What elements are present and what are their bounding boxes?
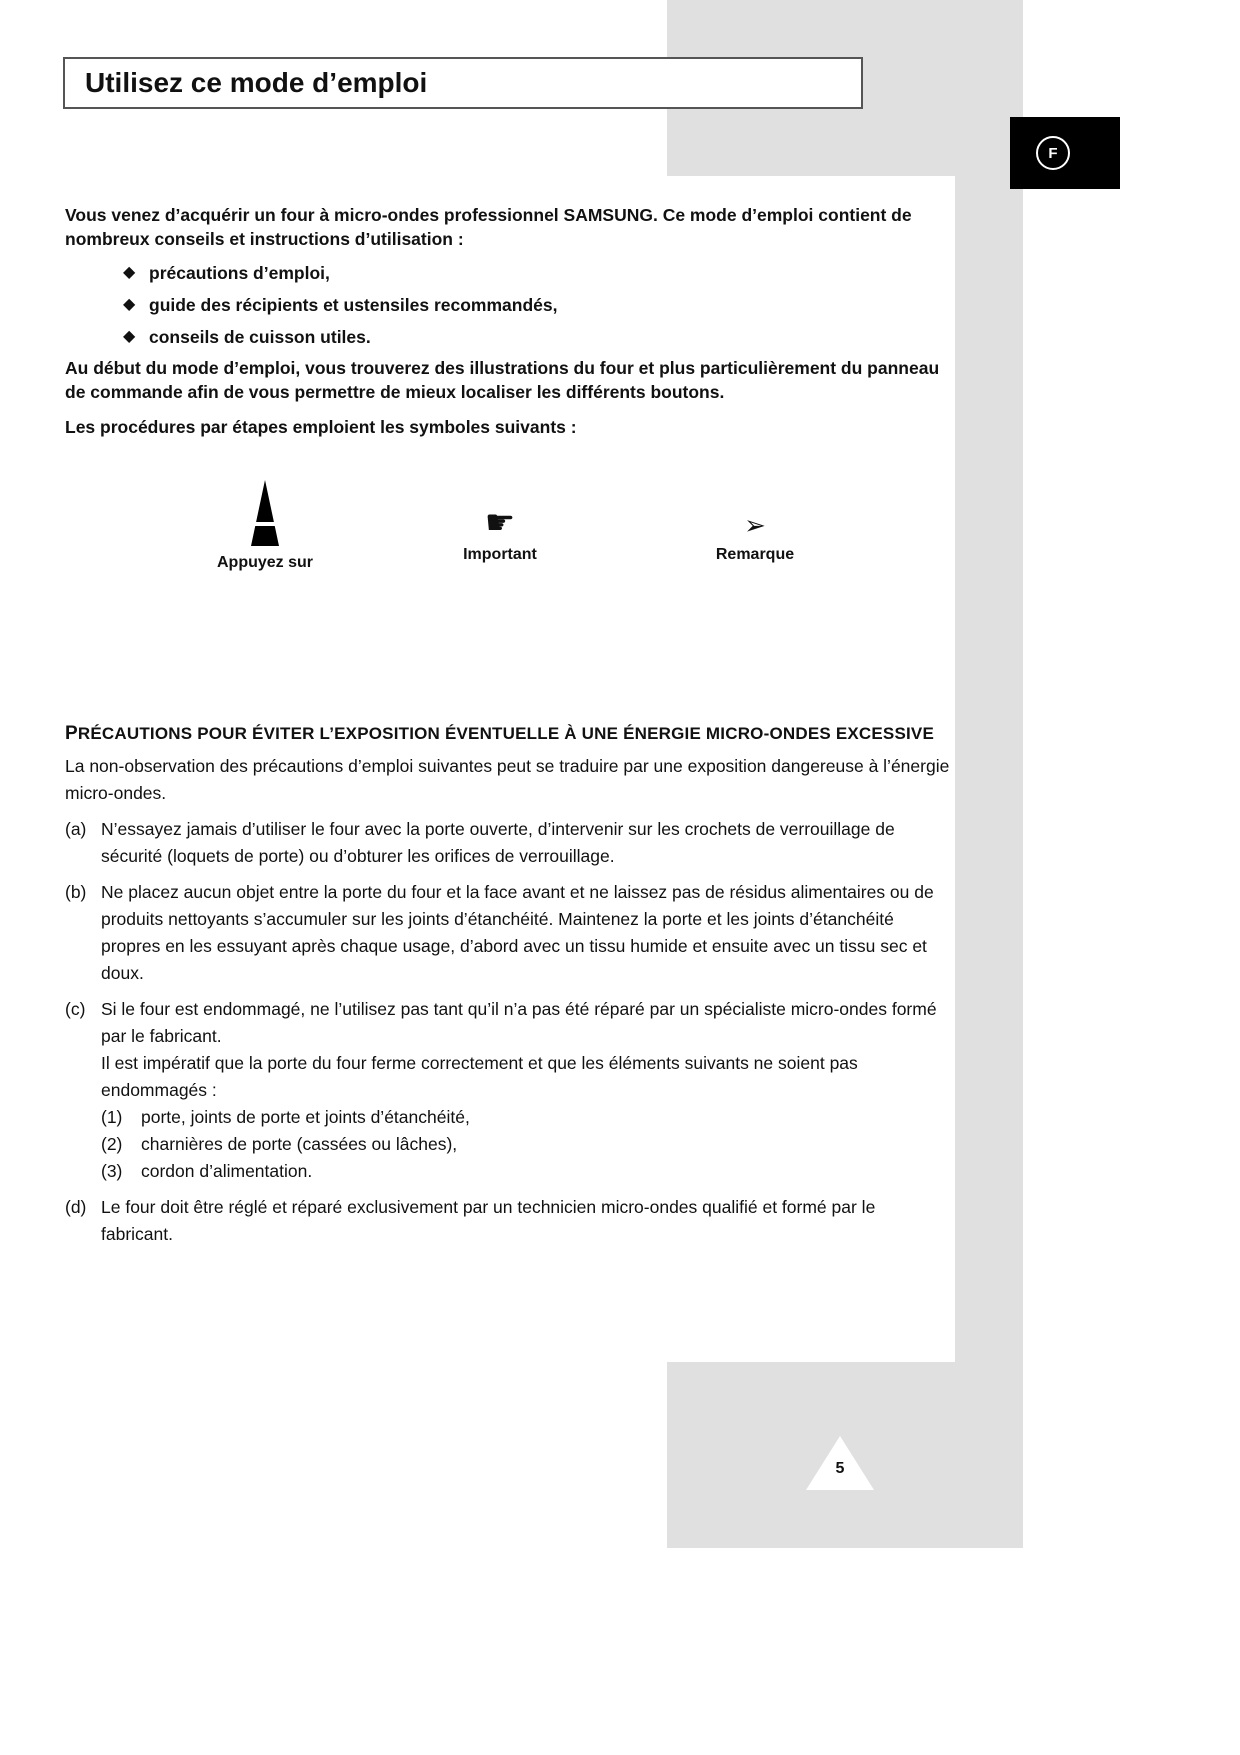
list-item: (c) Si le four est endommagé, ne l’utilisez pas tant qu’il n’a pas été réparé par un spécialiste micro-ondes formé par le fabricant. Il est impératif que la porte du four ferme correctement et que les éléments suivants ne soient pas endommagés : (1) porte, joints de porte et joints d’étanchéité, (2) charnières de porte (cassées ou lâches), (3) cordon d’alimentation. [65, 996, 950, 1185]
page-title-box [63, 57, 863, 109]
symbol-important-label: Important [463, 546, 537, 563]
symbol-note-label: Remarque [715, 546, 795, 563]
item-marker: (a) [65, 819, 87, 839]
list-item: (a) N’essayez jamais d’utiliser le four avec la porte ouverte, d’intervenir sur les crochets de verrouillage de sécurité (loquets de porte) ou d’obturer les orifices de verrouillage. [65, 816, 950, 870]
list-item: ◆ guide des récipients et ustensiles recommandés, [123, 295, 558, 315]
sub-list-item: (1) porte, joints de porte et joints d’étanchéité, [101, 1107, 470, 1127]
sub-list-item: (2) charnières de porte (cassées ou lâches), [101, 1134, 458, 1154]
item-marker: (d) [65, 1197, 87, 1217]
page-title: Utilisez ce mode d’emploi [85, 67, 428, 98]
language-tab [1010, 117, 1120, 189]
precautions-section [65, 720, 950, 1257]
illustrations-paragraph: Au début du mode d’emploi, vous trouverez des illustrations du four et plus particulièrement du panneau de commande afin de vous permettre de mieux localiser les différents boutons. [65, 358, 940, 402]
symbol-press [205, 478, 325, 572]
diamond-bullet-icon: ◆ [123, 264, 136, 281]
list-item: ◆ conseils de cuisson utiles. [123, 327, 371, 347]
sub-list-item: (3) cordon d’alimentation. [101, 1161, 313, 1181]
symbols-intro-paragraph: Les procédures par étapes emploient les symboles suivants : [65, 417, 577, 437]
list-item: (d) Le four doit être réglé et réparé exclusivement par un technicien micro-ondes qualifié et formé par le fabricant. [65, 1194, 950, 1248]
diamond-bullet-icon: ◆ [123, 296, 136, 313]
precautions-heading: PRÉCAUTIONS POUR ÉVITER L’EXPOSITION ÉVENTUELLE À UNE ÉNERGIE MICRO-ONDES EXCESSIVE [65, 723, 935, 744]
item-marker: (b) [65, 882, 87, 902]
item-marker: (c) [65, 999, 86, 1019]
diamond-bullet-icon: ◆ [123, 328, 136, 345]
symbols-legend [0, 470, 1240, 600]
page-number: 5 [835, 1460, 845, 1477]
press-triangle-icon [245, 478, 285, 548]
intro-bullet-list [65, 257, 950, 353]
symbol-important [440, 506, 560, 564]
layout-note-section [65, 356, 950, 450]
pointing-hand-icon: ☛ [484, 504, 516, 542]
symbol-note [695, 510, 815, 564]
precautions-lead: La non-observation des précautions d’emploi suivantes peut se traduire par une exposition dangereuse à l’énergie micro-ondes. [65, 756, 950, 803]
symbol-press-label: Appuyez sur [216, 554, 313, 571]
gray-band-right [955, 176, 1023, 1362]
intro-paragraph: Vous venez d’acquérir un four à micro-ondes professionnel SAMSUNG. Ce mode d’emploi contient de nombreux conseils et instructions d’utilisation : [65, 205, 912, 249]
list-item: (b) Ne placez aucun objet entre la porte du four et la face avant et ne laissez pas de résidus alimentaires ou de produits nettoyants s’accumuler sur les joints d’étanchéité. Maintenez la porte et les joints d’étanchéité propres en les essuyant après chaque usage, d’abord avec un tissu humide et ensuite avec un tissu sec et doux. [65, 879, 950, 987]
language-badge: F [1036, 136, 1070, 170]
arrowhead-icon: ➢ [744, 510, 766, 540]
list-item: ◆ précautions d’emploi, [123, 263, 330, 283]
intro-section [65, 203, 950, 353]
